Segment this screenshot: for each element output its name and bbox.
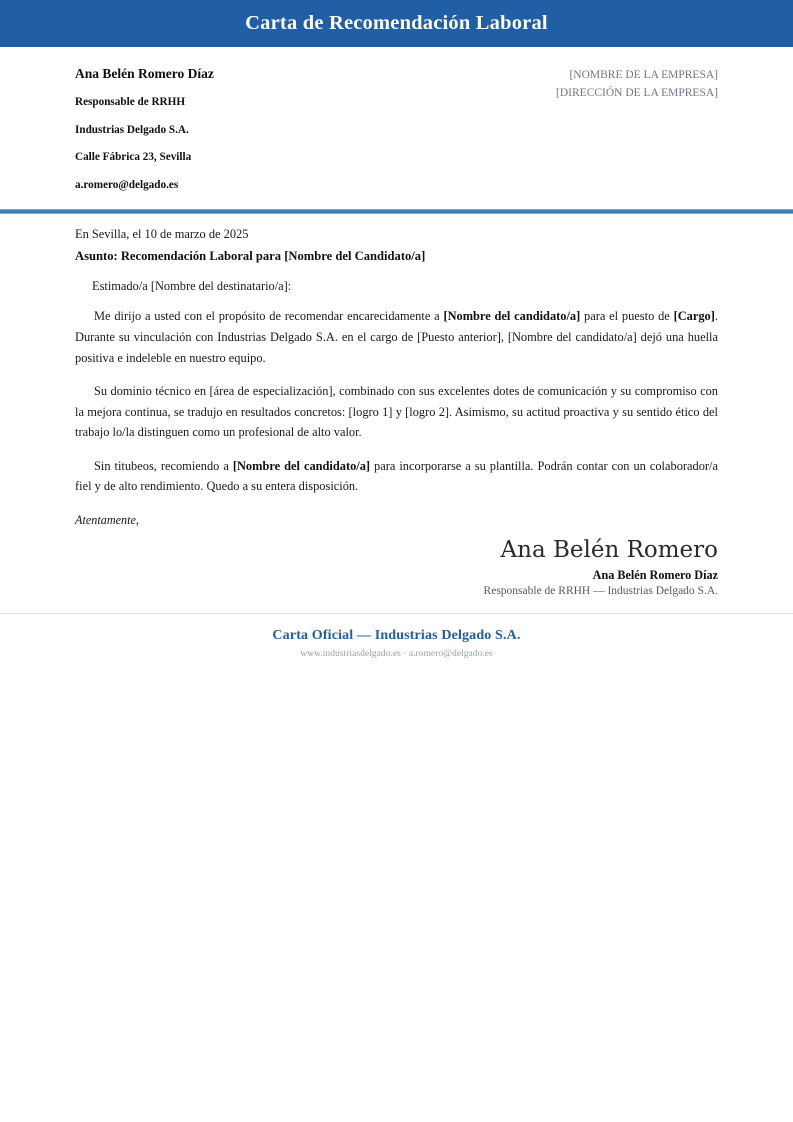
body-paragraph-1	[75, 306, 718, 368]
paragraph-1-text-1: Me dirijo a usted con el propósito de recomendar encarecidamente a	[94, 309, 444, 324]
signature-script: Ana Belén Romero	[500, 537, 718, 564]
paragraph-3-text-1: Sin titubeos, recomiendo a	[94, 458, 233, 473]
footer-title: Carta Oficial — Industrias Delgado S.A.	[272, 627, 521, 643]
letterhead	[0, 47, 793, 192]
recipient-company-block	[448, 65, 718, 103]
sender-role: Responsable de RRHH	[75, 96, 186, 109]
recipient-company-name-placeholder: [NOMBRE DE LA EMPRESA]	[569, 69, 718, 81]
paragraph-3-text-2: para incorporarse a su plantilla. Podrán contar con un colaborador/a fiel y de alto rendimiento. Quedo a su entera disposición.	[75, 458, 718, 494]
sender-address: Calle Fábrica 23, Sevilla	[75, 151, 192, 164]
date-line: En Sevilla, el 10 de marzo de 2025	[75, 227, 249, 242]
sender-email: a.romero@delgado.es	[75, 178, 179, 191]
page-title: Carta de Recomendación Laboral	[245, 12, 548, 35]
closing-line: Atentamente,	[75, 513, 139, 528]
body-paragraph-2: Su dominio técnico en [área de especialización], combinado con sus excelentes dotes de comunicación y su compromiso con la mejora continua, se tradujo en resultados concretos: [logro 1] y [logro 2]. Asimismo, su actitud proactiva y su sentido ético del trabajo lo/la distinguen como un profesional de alto valor.	[75, 384, 718, 440]
footer-subtitle: www.industriasdelgado.es · a.romero@delgado.es	[300, 647, 493, 659]
sender-block	[75, 65, 429, 192]
paragraph-1-placeholder-candidate: [Nombre del candidato/a]	[443, 309, 581, 324]
salutation-line: Estimado/a [Nombre del destinatario/a]:	[92, 278, 292, 293]
footer	[0, 614, 793, 661]
letter-body	[0, 214, 793, 528]
sender-name: Ana Belén Romero Díaz	[75, 66, 214, 81]
subject-line: Asunto: Recomendación Laboral para [Nombre del Candidato/a]	[75, 249, 426, 264]
header-banner	[0, 0, 793, 47]
paragraph-1-text-2: para el puesto de	[580, 309, 674, 324]
recipient-company-address-placeholder: [DIRECCIÓN DE LA EMPRESA]	[556, 86, 718, 99]
sender-company: Industrias Delgado S.A.	[75, 123, 189, 136]
signature-name: Ana Belén Romero Díaz	[592, 567, 718, 582]
paragraph-1-placeholder-position: [Cargo]	[673, 309, 715, 324]
paragraph-1-text-3: . Durante su vinculación con Industrias Delgado S.A. en el cargo de [Puesto anterior], [Nombre del candidato/a] dejó una huella positiva e indeleble en nuestro equipo.	[75, 309, 718, 365]
paragraph-3-placeholder-candidate: [Nombre del candidato/a]	[232, 458, 371, 473]
signature-block	[0, 528, 793, 600]
signature-role: Responsable de RRHH — Industrias Delgado S.A.	[483, 585, 718, 598]
body-paragraph-3	[75, 456, 718, 497]
